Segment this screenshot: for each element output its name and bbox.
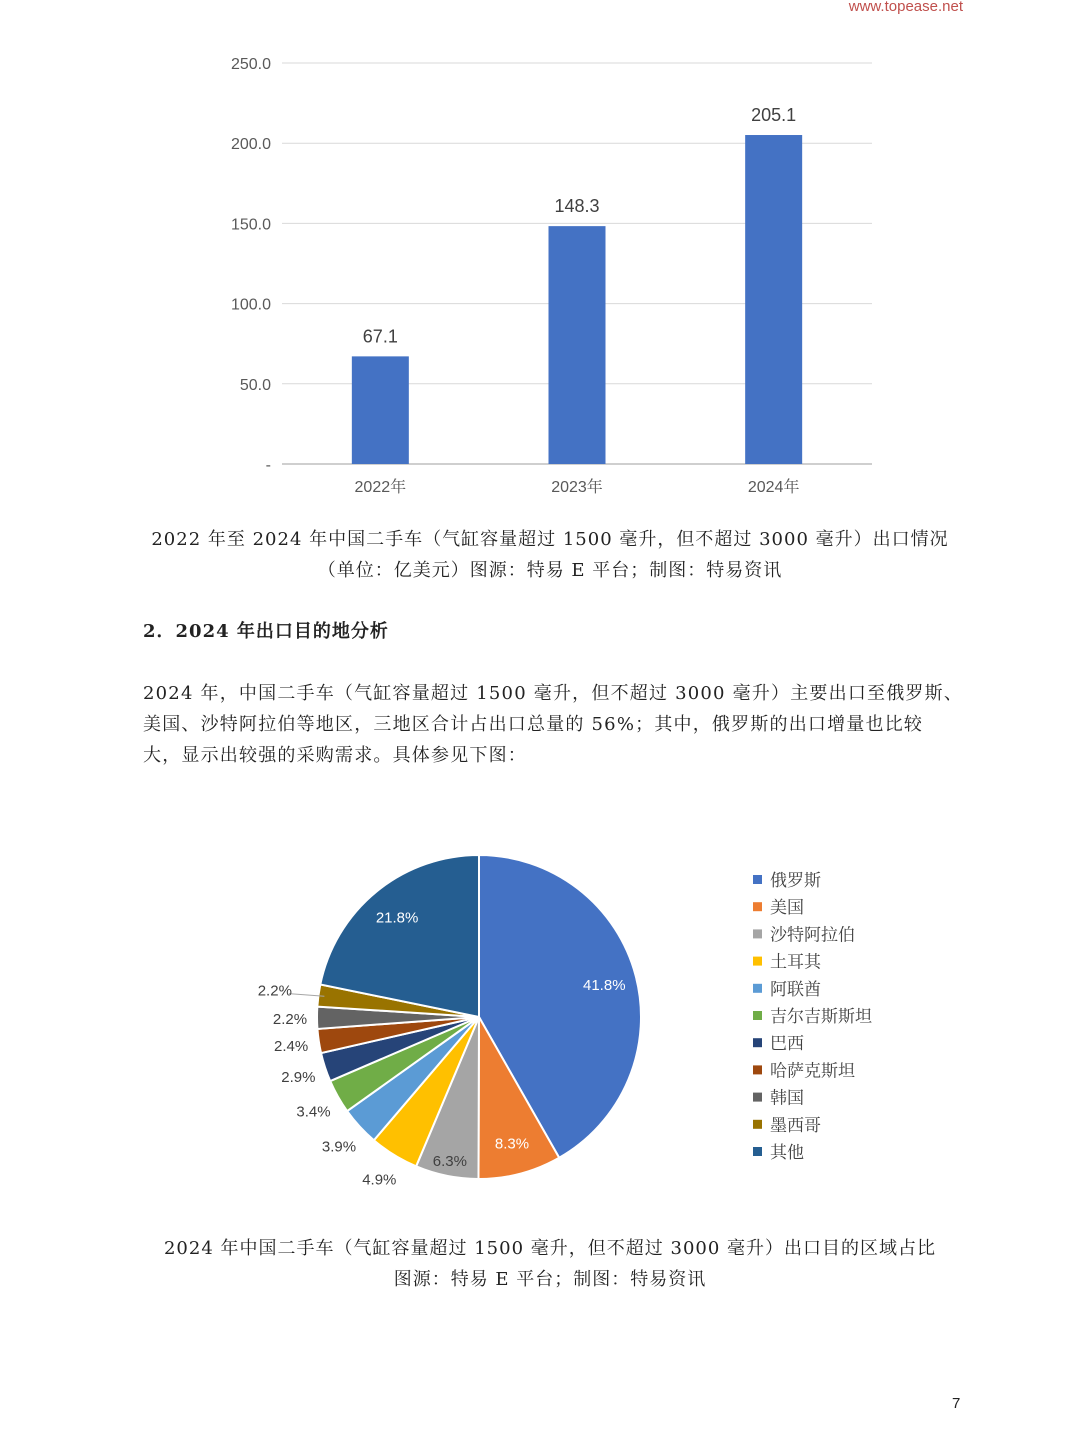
- pie-data-label: 6.3%: [432, 1152, 468, 1170]
- bar-caption-line-2: （单位：亿美元）图源：特易 E 平台；制图：特易资讯: [317, 560, 783, 581]
- legend-label: 吉尔吉斯斯坦: [770, 1007, 872, 1026]
- bar-chart-caption: [100, 524, 1000, 586]
- bar: [352, 356, 409, 464]
- bar-data-label: 148.3: [554, 196, 600, 217]
- pie-data-label: 8.3%: [494, 1135, 530, 1153]
- legend-swatch: [753, 875, 762, 884]
- bar-data-label: 67.1: [362, 326, 398, 347]
- pie-data-label: 21.8%: [375, 909, 419, 927]
- legend-label: 哈萨克斯坦: [770, 1061, 855, 1081]
- bar: [549, 226, 606, 464]
- legend-swatch: [753, 984, 762, 993]
- paragraph-line: 大，显示出较强的采购需求。具体参见下图：: [143, 745, 527, 766]
- x-tick-label: 2022年: [354, 479, 407, 496]
- y-tick-label: 200.0: [230, 136, 271, 154]
- pie-chart-caption: [100, 1233, 1000, 1295]
- pie-data-label: 3.4%: [296, 1103, 331, 1121]
- page-number: 7: [952, 1395, 961, 1412]
- legend-label: 俄罗斯: [770, 871, 821, 890]
- bar-chart: [0, 0, 1080, 510]
- legend-swatch: [753, 929, 762, 938]
- pie-chart: [0, 820, 1080, 1210]
- y-tick-label: -: [265, 457, 271, 474]
- pie-caption-line-2: 图源：特易 E 平台；制图：特易资讯: [393, 1269, 707, 1290]
- y-tick-label: 100.0: [230, 296, 271, 314]
- legend-swatch: [753, 1093, 762, 1102]
- legend-swatch: [753, 957, 762, 966]
- legend-label: 巴西: [770, 1034, 804, 1054]
- section-paragraph: [143, 678, 973, 771]
- legend-label: 其他: [770, 1143, 804, 1162]
- bar: [745, 135, 802, 464]
- pie-caption-line-1: 2024 年中国二手车（气缸容量超过 1500 毫升，但不超过 3000 毫升）出口目的区域占比: [163, 1238, 937, 1259]
- site-url[interactable]: www.topease.net: [848, 0, 963, 15]
- legend-label: 韩国: [770, 1088, 804, 1108]
- pie-data-label: 2.2%: [272, 1010, 308, 1028]
- legend-swatch: [753, 1038, 762, 1047]
- bar-caption-line-1: 2022 年至 2024 年中国二手车（气缸容量超过 1500 毫升，但不超过 3000 毫升）出口情况: [151, 529, 949, 550]
- pie-data-label: 3.9%: [321, 1138, 357, 1156]
- pie-data-label: 2.4%: [274, 1038, 309, 1056]
- legend-label: 沙特阿拉伯: [770, 925, 855, 945]
- legend-swatch: [753, 902, 762, 911]
- y-tick-label: 250.0: [230, 56, 271, 73]
- legend-swatch: [753, 1011, 762, 1020]
- x-tick-label: 2024年: [747, 479, 800, 496]
- y-tick-label: 50.0: [239, 376, 271, 394]
- legend-label: 墨西哥: [770, 1115, 821, 1135]
- legend-swatch: [753, 1147, 762, 1156]
- pie-data-label: 2.9%: [281, 1068, 316, 1086]
- section-heading: 2．2024 年出口目的地分析: [143, 621, 389, 642]
- pie-data-label: 4.9%: [362, 1171, 397, 1189]
- legend-label: 土耳其: [770, 952, 821, 972]
- y-tick-label: 150.0: [230, 216, 271, 234]
- pie-data-label: 2.2%: [257, 982, 292, 1000]
- x-tick-label: 2023年: [551, 479, 603, 496]
- legend-label: 阿联酋: [770, 979, 821, 999]
- paragraph-line: 美国、沙特阿拉伯等地区，三地区合计占出口总量的 56%；其中，俄罗斯的出口增量也比较: [143, 714, 924, 735]
- pie-data-label: 41.8%: [583, 976, 626, 994]
- paragraph-line: 2024 年，中国二手车（气缸容量超过 1500 毫升，但不超过 3000 毫升）主要出口至俄罗斯、: [143, 683, 964, 704]
- bar-data-label: 205.1: [751, 105, 797, 126]
- legend-label: 美国: [770, 898, 804, 918]
- legend-swatch: [753, 1065, 762, 1074]
- legend-swatch: [753, 1120, 762, 1129]
